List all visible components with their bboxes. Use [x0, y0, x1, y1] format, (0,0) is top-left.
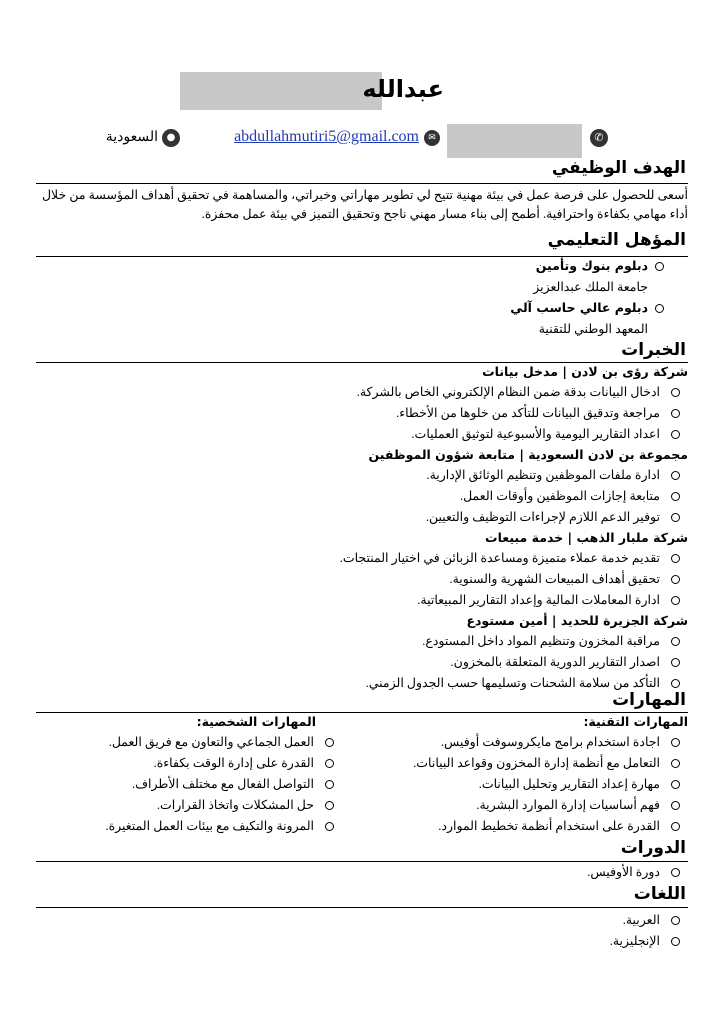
section-divider [36, 362, 688, 363]
envelope-icon: ✉ [424, 130, 440, 146]
list-item: تقديم خدمة عملاء متميزة ومساعدة الزبائن في اختيار المنتجات. [36, 548, 688, 569]
bullet-circle [325, 780, 334, 789]
full-name: عبدالله [362, 75, 444, 103]
technical-skills-column [348, 712, 688, 837]
bullet-circle [671, 916, 680, 925]
bullet-circle [671, 658, 680, 667]
list-item: ادارة المعاملات المالية وإعداد التقارير المبيعاتية. [36, 590, 688, 611]
job-company: شركة رؤى بن لادن | مدخل بيانات [482, 364, 688, 379]
list-item: العربية. [36, 910, 688, 931]
bullet-circle [325, 738, 334, 747]
list-item: متابعة إجازات الموظفين وأوقات العمل. [36, 486, 688, 507]
list-item: اصدار التقارير الدورية المتعلقة بالمخزون. [36, 652, 688, 673]
bullet-circle [671, 637, 680, 646]
bullet-circle [671, 471, 680, 480]
bullet-circle [325, 801, 334, 810]
job-company: شركة ملبار الذهب | خدمة مبيعات [485, 530, 688, 545]
bullet-circle [671, 430, 680, 439]
list-item: تحقيق أهداف المبيعات الشهرية والسنوية. [36, 569, 688, 590]
bullet-circle [671, 738, 680, 747]
bullet-circle [671, 409, 680, 418]
redacted-phone [447, 124, 582, 158]
section-divider [36, 907, 688, 908]
courses-section [36, 838, 688, 883]
bullet-circle [325, 759, 334, 768]
list-item: العمل الجماعي والتعاون مع فريق العمل. [42, 732, 342, 753]
list-item: ادارة ملفات الموظفين وتنظيم الوثائق الإدارية. [36, 465, 688, 486]
list-item: التعامل مع أنظمة إدارة المخزون وقواعد البيانات. [348, 753, 688, 774]
list-item: التأكد من سلامة الشحنات وتسليمها حسب الجدول الزمني. [36, 673, 688, 694]
bullet-circle [671, 801, 680, 810]
bullet-circle [671, 868, 680, 877]
languages-section [36, 884, 688, 952]
job-company: مجموعة بن لادن السعودية | متابعة شؤون الموظفين [368, 447, 688, 462]
personal-skills-column [42, 712, 342, 837]
list-item: ادخال البيانات بدقة ضمن النظام الإلكتروني الخاص بالشركة. [36, 382, 688, 403]
section-title: الخبرات [621, 340, 686, 360]
section-title: المهارات [612, 690, 686, 710]
location-text: السعودية [105, 130, 158, 145]
bullet-circle [655, 262, 664, 271]
section-title: المؤهل التعليمي [547, 230, 686, 250]
job-company: شركة الجزيرة للحديد | أمين مستودع [466, 613, 688, 628]
bullet-circle [671, 554, 680, 563]
bullet-circle [325, 822, 334, 831]
section-title: الدورات [620, 838, 686, 858]
list-item: القدرة على إدارة الوقت بكفاءة. [42, 753, 342, 774]
section-title: اللغات [633, 884, 686, 904]
bullet-circle [671, 513, 680, 522]
list-item: اجادة استخدام برامج مايكروسوفت أوفيس. [348, 732, 688, 753]
education-degree: دبلوم بنوك وتأمين [36, 255, 688, 277]
education-section [36, 230, 688, 339]
list-item: التواصل الفعال مع مختلف الأطراف. [42, 774, 342, 795]
bullet-circle [671, 388, 680, 397]
list-item: دورة الأوفيس. [36, 862, 688, 883]
education-degree: دبلوم عالي حاسب آلي [36, 297, 688, 319]
bullet-circle [671, 780, 680, 789]
personal-skills-title: المهارات الشخصية: [196, 714, 316, 729]
location-pin-icon: ● [162, 129, 180, 147]
skills-section [36, 690, 688, 842]
list-item: فهم أساسيات إدارة الموارد البشرية. [348, 795, 688, 816]
education-school: المعهد الوطني للتقنية [538, 322, 648, 336]
list-item: مراجعة وتدقيق البيانات للتأكد من خلوها من الأخطاء. [36, 403, 688, 424]
section-divider [36, 183, 688, 184]
phone-icon: ✆ [590, 129, 608, 147]
redacted-surname [180, 72, 382, 110]
list-item: الإنجليزية. [36, 931, 688, 952]
bullet-circle [671, 679, 680, 688]
list-item: القدرة على استخدام أنظمة تخطيط الموارد. [348, 816, 688, 837]
email-link[interactable]: abdullahmutiri5@gmail.com [234, 128, 419, 145]
education-school: جامعة الملك عبدالعزيز [533, 280, 648, 294]
bullet-circle [655, 304, 664, 313]
bullet-circle [671, 937, 680, 946]
technical-skills-title: المهارات التقنية: [583, 714, 688, 729]
bullet-circle [671, 575, 680, 584]
experience-section [36, 340, 688, 694]
bullet-circle [671, 596, 680, 605]
objective-text: أسعى للحصول على فرصة عمل في بيئة مهنية تتيح لي تطوير مهاراتي وخبراتي، والمساهمة في تحقيق أهداف المؤسسة من خلال أداء مهامي بكفاءة واحترافية. أطمح إلى بناء مسار مهني ناجح وتحقيق التميز في بيئة عمل محفزة. [41, 188, 688, 221]
list-item: مهارة إعداد التقارير وتحليل البيانات. [348, 774, 688, 795]
bullet-circle [671, 822, 680, 831]
bullet-circle [671, 492, 680, 501]
list-item: توفير الدعم اللازم لإجراءات التوظيف والتعيين. [36, 507, 688, 528]
bullet-circle [671, 759, 680, 768]
list-item: اعداد التقارير اليومية والأسبوعية لتوثيق العمليات. [36, 424, 688, 445]
objective-section [36, 158, 688, 224]
list-item: حل المشكلات واتخاذ القرارات. [42, 795, 342, 816]
list-item: مراقبة المخزون وتنظيم المواد داخل المستودع. [36, 631, 688, 652]
section-title: الهدف الوظيفي [551, 158, 686, 178]
list-item: المرونة والتكيف مع بيئات العمل المتغيرة. [42, 816, 342, 837]
name-row [180, 72, 450, 112]
